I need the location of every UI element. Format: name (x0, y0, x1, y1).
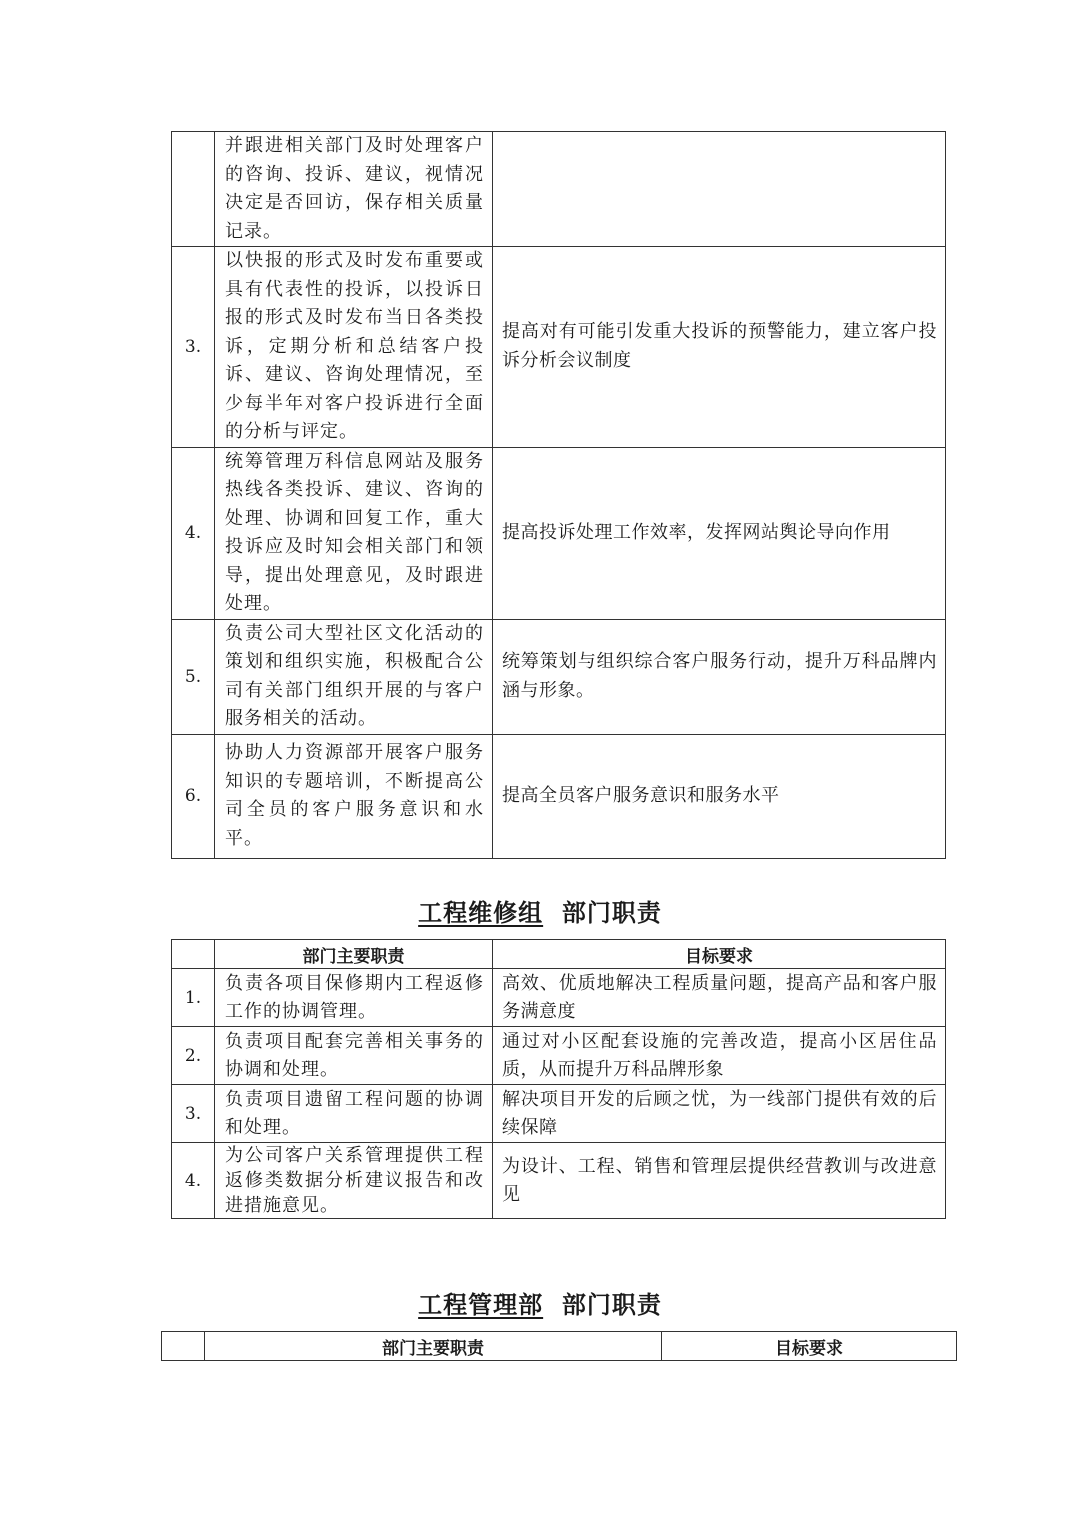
duty-cell: 负责项目配套完善相关事务的协调和处理。 (215, 1027, 493, 1085)
duty-cell: 协助人力资源部开展客户服务知识的专题培训，不断提高公司全员的客户服务意识和水平。 (215, 734, 493, 858)
section-title-suffix: 部门职责 (561, 1290, 662, 1319)
row-number: 5. (172, 619, 215, 734)
goal-cell: 提高对有可能引发重大投诉的预警能力，建立客户投诉分析会议制度 (493, 247, 946, 448)
table-row (172, 619, 946, 734)
row-number: 2. (172, 1027, 215, 1085)
row-number: 6. (172, 734, 215, 858)
goal-cell: 提高全员客户服务意识和服务水平 (493, 734, 946, 858)
table-header-row (162, 1332, 957, 1361)
header-number (172, 940, 215, 969)
row-number: 3. (172, 247, 215, 448)
header-duty: 部门主要职责 (215, 940, 493, 969)
engineering-responsibility-table (161, 1331, 957, 1361)
section-title-maintenance (0, 893, 1080, 928)
duty-cell: 并跟进相关部门及时处理客户的咨询、投诉、建议，视情况决定是否回访，保存相关质量记录。 (215, 132, 493, 247)
goal-cell: 统筹策划与组织综合客户服务行动，提升万科品牌内涵与形象。 (493, 619, 946, 734)
duty-cell: 负责项目遗留工程问题的协调和处理。 (215, 1085, 493, 1143)
goal-cell (493, 132, 946, 247)
responsibility-table-continued (171, 131, 946, 859)
header-number (162, 1332, 205, 1361)
duty-cell: 为公司客户关系管理提供工程返修类数据分析建议报告和改进措施意见。 (215, 1143, 493, 1219)
duty-cell: 负责各项目保修期内工程返修工作的协调管理。 (215, 969, 493, 1027)
table-row (172, 247, 946, 448)
header-goal: 目标要求 (493, 940, 946, 969)
header-goal: 目标要求 (662, 1332, 957, 1361)
table-row (172, 1085, 946, 1143)
table-header-row (172, 940, 946, 969)
goal-cell: 通过对小区配套设施的完善改造，提高小区居住品质，从而提升万科品牌形象 (493, 1027, 946, 1085)
table-row (172, 734, 946, 858)
section-title-suffix: 部门职责 (561, 898, 662, 927)
goal-cell: 为设计、工程、销售和管理层提供经营教训与改进意见 (493, 1143, 946, 1219)
duty-cell: 负责公司大型社区文化活动的策划和组织实施，积极配合公司有关部门组织开展的与客户服务相关的活动。 (215, 619, 493, 734)
maintenance-responsibility-table (171, 939, 946, 1219)
section-title-department: 工程维修组 (418, 898, 544, 927)
duty-cell: 以快报的形式及时发布重要或具有代表性的投诉，以投诉日报的形式及时发布当日各类投诉，定期分析和总结客户投诉、建议、咨询处理情况，至少每半年对客户投诉进行全面的分析与评定。 (215, 247, 493, 448)
row-number: 3. (172, 1085, 215, 1143)
header-duty: 部门主要职责 (205, 1332, 662, 1361)
goal-cell: 解决项目开发的后顾之忧，为一线部门提供有效的后续保障 (493, 1085, 946, 1143)
row-number (172, 132, 215, 247)
table-row (172, 1143, 946, 1219)
row-number: 4. (172, 1143, 215, 1219)
goal-cell: 提高投诉处理工作效率，发挥网站舆论导向作用 (493, 447, 946, 619)
goal-cell: 高效、优质地解决工程质量问题，提高产品和客户服务满意度 (493, 969, 946, 1027)
table-row (172, 969, 946, 1027)
table-row (172, 132, 946, 247)
row-number: 4. (172, 447, 215, 619)
section-title-engineering (0, 1285, 1080, 1320)
duty-cell: 统筹管理万科信息网站及服务热线各类投诉、建议、咨询的处理、协调和回复工作，重大投诉应及时知会相关部门和领导，提出处理意见，及时跟进处理。 (215, 447, 493, 619)
row-number: 1. (172, 969, 215, 1027)
section-title-department: 工程管理部 (418, 1290, 544, 1319)
table-row (172, 1027, 946, 1085)
table-row (172, 447, 946, 619)
